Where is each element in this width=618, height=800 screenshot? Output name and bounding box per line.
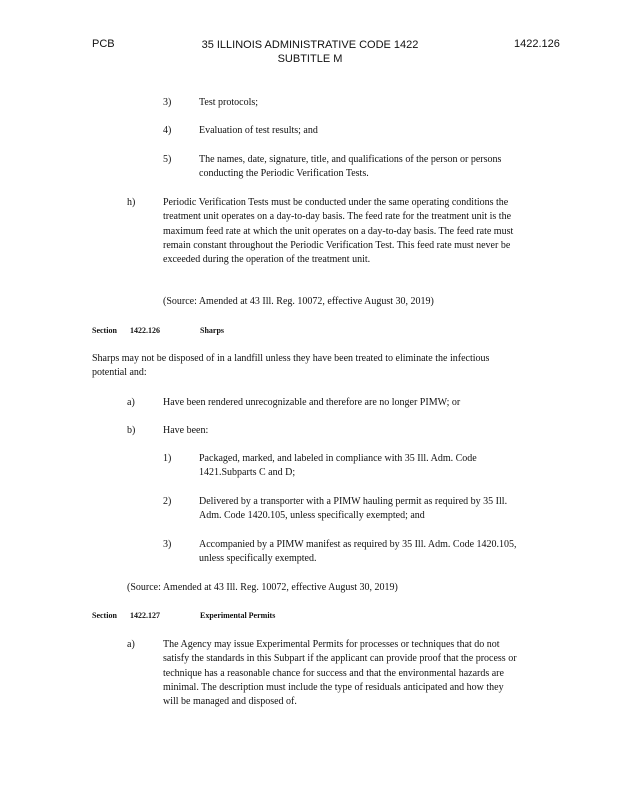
section-number: 1422.126 [130, 326, 160, 335]
item-text: Have been: [163, 425, 209, 436]
header-agency: PCB [92, 38, 115, 50]
item-label: a) [127, 397, 135, 408]
paragraph-text: Periodic Verification Tests must be conducted under the same operating conditions the treatment unit operates on a day-to-day basis. The feed rate for the treatment unit is the maximum feed rate at which the unit operates on a day-to-day basis. The feed rate must remain constant throughout the Periodic Verification Test. This feed rate must never be exceeded during the operation of the treatment unit. [163, 197, 514, 266]
subitem-text: Delivered by a transporter with a PIMW hauling permit as required by 35 Ill. Adm. Code 1420.105, unless specifically exempted; and [199, 496, 508, 522]
subitem-label: 1) [163, 453, 172, 464]
item-label: 3) [163, 97, 172, 108]
subitem-label: 3) [163, 539, 172, 550]
item-label: b) [127, 425, 136, 436]
item-label: 5) [163, 154, 172, 165]
section-title: Sharps [200, 326, 225, 335]
source-note: (Source: Amended at 43 Ill. Reg. 10072, effective August 30, 2019) [163, 296, 434, 307]
header-section-number: 1422.126 [514, 38, 560, 50]
item-label: 4) [163, 125, 172, 136]
subitem-text: Accompanied by a PIMW manifest as required by 35 Ill. Adm. Code 1420.105, unless specifically exempted. [199, 539, 517, 565]
source-note: (Source: Amended at 43 Ill. Reg. 10072, effective August 30, 2019) [127, 582, 398, 593]
section-label: Section [92, 326, 117, 335]
page-header-title [150, 38, 470, 66]
header-title-line1: 35 ILLINOIS ADMINISTRATIVE CODE 1422 [201, 39, 419, 51]
item-text: Test protocols; [199, 97, 259, 108]
subitem-text: Packaged, marked, and labeled in compliance with 35 Ill. Adm. Code 1421.Subparts C and D; [199, 453, 477, 479]
paragraph-label: a) [127, 639, 135, 650]
section-label: Section [92, 611, 117, 620]
paragraph-text: The Agency may issue Experimental Permits for processes or techniques that do not satisfy the standards in this Subpart if the applicant can provide proof that the process or technique has a reasonable chance for success and that the environmental hazards are minimal. The description must include the type of residuals anticipated and how they will be managed and disposed of. [163, 639, 517, 708]
item-text: Evaluation of test results; and [199, 125, 318, 136]
subitem-label: 2) [163, 496, 172, 507]
item-text: The names, date, signature, title, and qualifications of the person or persons conducting the Periodic Verification Tests. [199, 154, 502, 180]
item-text: Have been rendered unrecognizable and therefore are no longer PIMW; or [163, 397, 461, 408]
section-title: Experimental Permits [200, 611, 276, 620]
header-title-line2: SUBTITLE M [277, 53, 343, 65]
paragraph-label: h) [127, 197, 136, 208]
section-number: 1422.127 [130, 611, 160, 620]
section-intro: Sharps may not be disposed of in a landfill unless they have been treated to eliminate the infectious potential and: [92, 353, 490, 379]
